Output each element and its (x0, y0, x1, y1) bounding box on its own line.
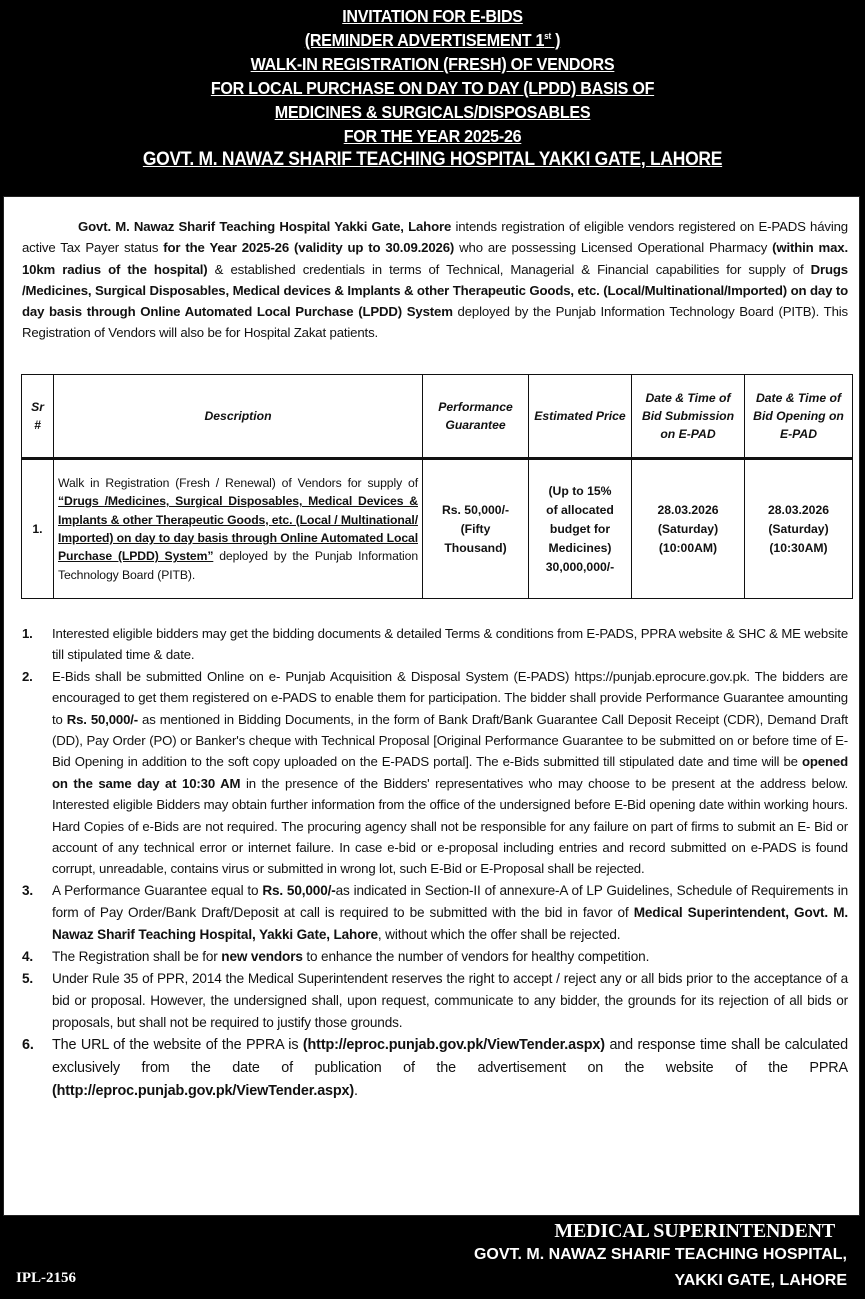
reference-code: IPL-2156 (16, 1270, 76, 1286)
guarantee-amount: Rs. 50,000/- (441, 502, 510, 517)
submission-day: (Saturday) (657, 521, 719, 536)
term-amount: Rs. 50,000/- (262, 882, 336, 898)
term-text (52, 1034, 848, 1103)
price-amount: 30,000,000/- (545, 559, 615, 574)
term-text (52, 946, 848, 968)
intro-supply-scope: Drugs /Medicines, Surgical Disposables, Medical devices & Implants & other Therapeutic Goods, etc. (Local/Multinational/Imported) on day to day basis through Online Automated Local Purchase (LPDD) System (22, 261, 848, 319)
guarantee-words: (Fifty (460, 521, 491, 536)
title-invitation: INVITATION FOR E-BIDS (342, 6, 523, 26)
desc-text: deployed by the Punjab Information Technology Board (PITB). (58, 549, 418, 582)
cell-estimated-price (529, 459, 632, 599)
term-text-part: in the presence of the Bidders' representatives who may choose to be present at the address below. Interested eligible Bidders may obtain further information from the office of the undersigned before E-Bid opening date within working hours. Hard Copies of e-Bids are not required. The procuring agency shall not be responsible for any failure on part of firms to submit an E- Bid or account of any technical error or internet failure. In case e-bid or e-proposal including entries and record submitted on e-PADS is found corrupt, unreadable, contains virus or submitted in wrong lot, such E-Bid or E-Proposal shall be rejected. (52, 775, 848, 877)
submission-time: (10:00AM) (658, 540, 718, 555)
cell-description (54, 459, 423, 599)
header-description: Description (54, 375, 423, 459)
term-item (22, 880, 848, 946)
submission-date: 28.03.2026 (657, 502, 719, 517)
title-walk-in: WALK-IN REGISTRATION (FRESH) OF VENDORS (250, 54, 615, 74)
term-text-part: as indicated in Section-II of annexure-A of LP Guidelines, Schedule of Requirements in form of Pay Order/Bank Draft/Deposit at call is required to be submitted with the bid in favor of (52, 882, 848, 920)
price-line: of allocated (546, 502, 614, 517)
cell-opening (745, 459, 853, 599)
opening-day: (Saturday) (768, 521, 829, 536)
intro-hospital-name: Govt. M. Nawaz Sharif Teaching Hospital Yakki Gate, Lahore (78, 219, 452, 235)
header-bid-opening: Date & Time of Bid Opening on E-PAD (745, 375, 853, 459)
intro-text: & established credentials in terms of Technical, Managerial & Financial capabilities for supply of (207, 261, 811, 277)
intro-validity: for the Year 2025-26 (validity up to 30.09.2026) (163, 240, 455, 256)
guarantee-words: Thousand) (444, 540, 507, 555)
intro-paragraph (22, 216, 848, 343)
term-text-part: as mentioned in Bidding Documents, in the form of Bank Draft/Bank Guarantee Call Deposit Receipt (CDR), Demand Draft (DD), Pay Order (PO) or Banker's cheque with Technical Proposal [Original Performance Guarantee to be submitted on or before time of E-Bid Opening in addition to the soft copy uploaded on the E-PADS portal]. The e-Bids submitted till stipulated date and time will be (52, 711, 849, 770)
term-number: 3. (22, 882, 34, 898)
term-item (22, 666, 848, 880)
price-line: Medicines) (548, 540, 612, 555)
opening-date: 28.03.2026 (768, 502, 829, 517)
term-text-part: The URL of the website of the PPRA is (52, 1036, 303, 1053)
term-text-part: . (354, 1082, 358, 1099)
term-text-part: and response time shall be calculated exclusively from the date of publication of the advertisement on the website of the PPRA (52, 1036, 848, 1076)
term-item (22, 623, 848, 666)
term-text: Interested eligible bidders may get the bidding documents & detailed Terms & conditions from E-PADS, PPRA website & SHC & ME website till stipulated time & date. (52, 626, 848, 663)
desc-text: Walk in Registration (Fresh / Renewal) of Vendors for supply of (58, 475, 418, 490)
term-text-part: E-Bids shall be submitted Online on e- Punjab Acquisition & Disposal System (E-PADS) https://punjab.eprocure.gov.pk. The bidders are encouraged to get them registered on e-PADS to enable them for participation. The bidder shall provide Performance Guarantee amounting to (52, 668, 848, 727)
advertisement-body (3, 196, 860, 1216)
title-year: FOR THE YEAR 2025-26 (343, 126, 522, 146)
term-number: 2. (22, 668, 33, 684)
ppra-url-link[interactable]: (http://eproc.punjab.gov.pk/ViewTender.aspx) (302, 1036, 605, 1053)
term-text-part: The Registration shall be for (52, 948, 222, 964)
term-text-part: A Performance Guarantee equal to (52, 882, 263, 898)
header-bid-submission: Date & Time of Bid Submission on E-PAD (632, 375, 745, 459)
cell-submission (632, 459, 745, 599)
header-sr: Sr # (22, 375, 54, 459)
intro-text: intends registration of eligible vendors registered on E-PADS háving active Tax Payer status (22, 219, 848, 256)
advertisement-footer (0, 1216, 865, 1299)
term-text-part: , without which the offer shall be rejected. (377, 926, 621, 942)
ppra-url-link[interactable]: (http://eproc.punjab.gov.pk/ViewTender.aspx) (52, 1082, 355, 1099)
price-line: budget for (549, 521, 611, 536)
signatory-address: YAKKI GATE, LAHORE (674, 1272, 847, 1289)
term-number: 6. (22, 1036, 34, 1053)
term-number: 5. (22, 970, 34, 986)
desc-scope: “Drugs /Medicines, Surgical Disposables, Medical Devices & Implants & other Therapeutic Goods, etc. (Local / Multinational/ Imported) on day to day basis through Online Automated Local Purchase (LPDD) System” (58, 494, 418, 564)
term-new-vendors: new vendors (221, 948, 303, 964)
title-medicines: MEDICINES & SURGICALS/DISPOSABLES (274, 102, 591, 122)
term-number: 1. (22, 626, 33, 641)
title-hospital: GOVT. M. NAWAZ SHARIF TEACHING HOSPITAL YAKKI GATE, LAHORE (142, 149, 723, 170)
signatory-hospital: GOVT. M. NAWAZ SHARIF TEACHING HOSPITAL, (473, 1246, 847, 1263)
intro-text: deployed by the Punjab Information Technology Board (PITB). This Registration of Vendors will also be for Hospital Zakat patients. (22, 304, 848, 341)
term-text-part: to enhance the number of vendors for healthy competition. (302, 948, 650, 964)
term-item (22, 946, 848, 968)
term-text (52, 880, 848, 946)
cell-sr: 1. (22, 459, 54, 599)
reminder-superscript: st (544, 31, 551, 42)
term-payee: Medical Superintendent, Govt. M. Nawaz Sharif Teaching Hospital, Yakki Gate, Lahore (52, 904, 848, 942)
term-text: Under Rule 35 of PPR, 2014 the Medical Superintendent reserves the right to accept / reject any or all bids prior to the acceptance of a bid or proposal. However, the undersigned shall, upon request, communicate to any bidder, the grounds for its rejection of all bids or proposals, but shall not be required to justify those grounds. (52, 970, 848, 1030)
term-number: 4. (22, 948, 34, 964)
term-text (52, 666, 848, 880)
table-row (22, 459, 853, 599)
title-lpdd: FOR LOCAL PURCHASE ON DAY TO DAY (LPDD) BASIS OF (210, 78, 655, 98)
intro-radius: (within max. 10km radius of the hospital) (22, 240, 848, 277)
term-item (22, 968, 848, 1034)
advertisement-header (0, 0, 865, 196)
term-opening-time: opened on the same day at 10:30 AM (52, 754, 848, 791)
signatory-title: MEDICAL SUPERINTENDENT (554, 1220, 835, 1242)
header-performance-guarantee: Performance Guarantee (423, 375, 529, 459)
intro-text: who are possessing Licensed Operational Pharmacy (454, 240, 773, 256)
title-reminder (35, 28, 831, 52)
term-amount: Rs. 50,000/- (66, 711, 139, 727)
opening-time: (10:30AM) (769, 540, 828, 555)
cell-guarantee (423, 459, 529, 599)
reminder-text: (REMINDER ADVERTISEMENT 1 (304, 30, 545, 50)
table-header-row (22, 375, 853, 459)
price-line: (Up to 15% (548, 483, 612, 498)
terms-list (22, 623, 848, 1103)
bid-schedule-table (21, 374, 853, 599)
header-estimated-price: Estimated Price (529, 375, 632, 459)
reminder-close: ) (550, 30, 561, 50)
term-item (22, 1034, 848, 1103)
